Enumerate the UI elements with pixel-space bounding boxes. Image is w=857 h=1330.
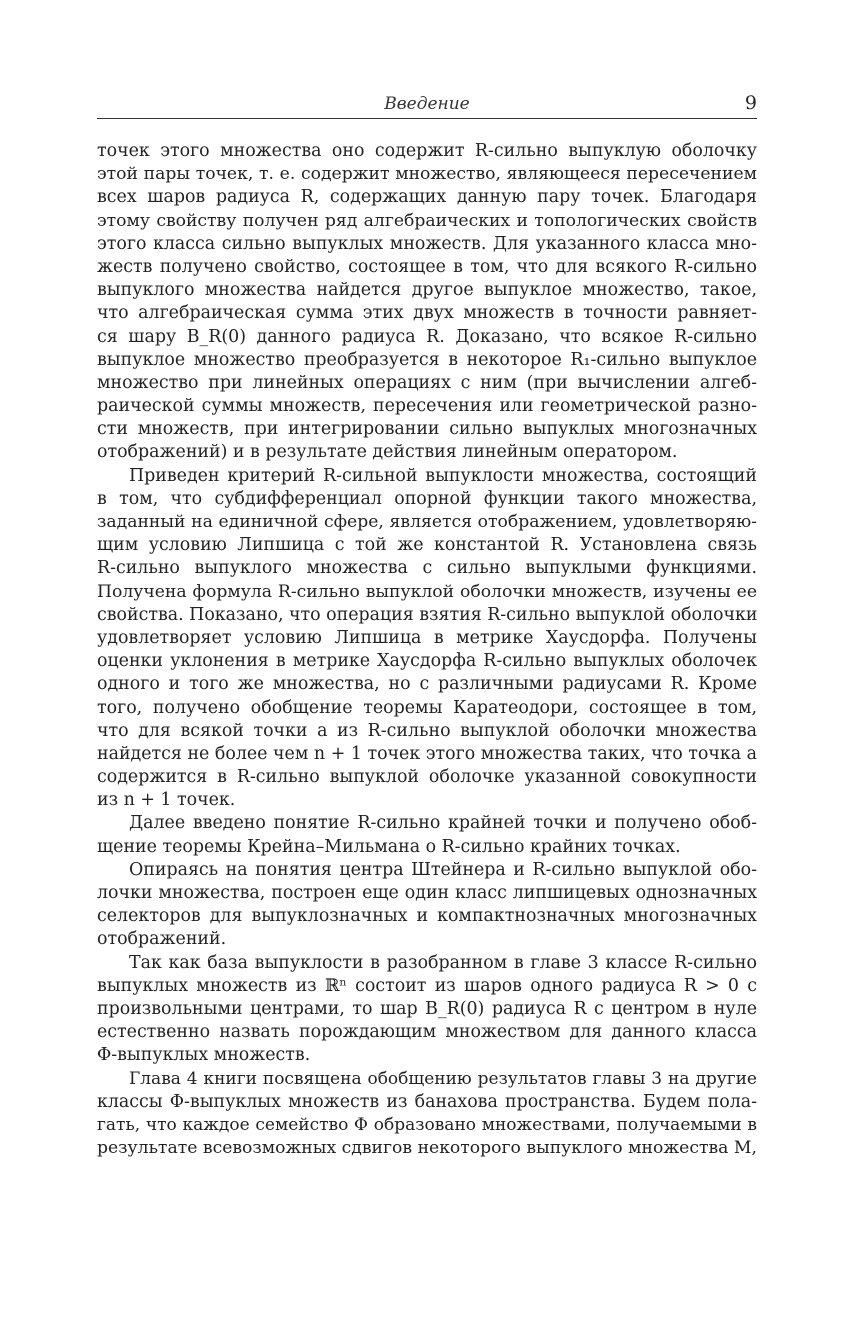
text-line: множество при линейных операциях с ним (при вычислении алгеб- [97, 372, 757, 393]
text-line: Далее введено понятие R-сильно крайней точки и получено обоб- [129, 813, 757, 834]
text-line: что для всякой точки a из R-сильно выпуклой оболочки множества [97, 720, 757, 741]
text-line: лочки множества, построен еще один класс липшицевых однозначных [97, 883, 757, 903]
text-line: оценки уклонения в метрике Хаусдорфа R-сильно выпуклых оболочек [97, 651, 757, 672]
text-line: раической суммы множеств, пересечения или геометрической разно- [97, 396, 757, 417]
text-line: произвольными центрами, то шар B_R(0) радиуса R с центром в нуле [97, 998, 757, 1019]
text-line: в том, что субдифференциал опорной функции такого множества, [97, 488, 757, 509]
text-line: свойства. Показано, что операция взятия R-сильно выпуклой оболочки [97, 604, 758, 625]
text-line: этой пары точек, т. е. содержит множество, являющееся пересечением [97, 164, 757, 185]
text-line: сти множеств, при интегрировании сильно выпуклых многозначных [97, 419, 757, 440]
text-line: этому свойству получен ряд алгебраических и топологических свойств [97, 210, 757, 231]
text-line: выпуклого множества найдется другое выпуклое множество, такое, [97, 280, 757, 301]
text-line: гать, что каждое семейство Φ образовано множествами, получаемыми в [97, 1114, 757, 1135]
text-line: R-сильно выпуклого множества с сильно выпуклыми функциями. [97, 558, 757, 579]
text-line: из n + 1 точек. [97, 790, 236, 811]
body-text [97, 140, 757, 1160]
text-line: жеств получено свойство, состоящее в том, что для всякого R-сильно [97, 256, 757, 277]
text-line: Φ-выпуклых множеств. [97, 1045, 311, 1066]
text-line: найдется не более чем n + 1 точек этого множества таких, что точка a [97, 743, 757, 764]
text-line: заданный на единичной сфере, является отображением, удовлетворяю- [97, 512, 757, 532]
text-line: результате всевозможных сдвигов некоторого выпуклого множества M, [97, 1138, 757, 1159]
text-line: естественно назвать порождающим множеством для данного класса [97, 1022, 757, 1043]
text-line: ся шару B_R(0) данного радиуса R. Доказано, что всякое R-сильно [97, 326, 757, 347]
text-line: одного и того же множества, но с различными радиусами R. Кроме [97, 674, 757, 695]
text-line: Приведен критерий R-сильной выпуклости множества, состоящий [129, 465, 757, 486]
text-line: щим условию Липшица с той же константой R. Установлена связь [97, 535, 757, 556]
text-line: отображений. [97, 929, 227, 950]
text-line: этого класса сильно выпуклых множеств. Для указанного класса мно- [97, 233, 757, 254]
page-number: 9 [744, 92, 757, 114]
text-line: выпуклых множеств из ℝⁿ состоит из шаров одного радиуса R > 0 с [97, 975, 757, 996]
text-line: выпуклое множество преобразуется в некоторое R₁-сильно выпуклое [97, 349, 757, 370]
text-line: содержится в R-сильно выпуклой оболочке указанной совокупности [97, 767, 757, 788]
text-line: точек этого множества оно содержит R-сильно выпуклую оболочку [97, 141, 757, 161]
text-line: Так как база выпуклости в разобранном в главе 3 классе R-сильно [129, 952, 757, 973]
running-header [97, 90, 757, 119]
text-line: того, получено обобщение теоремы Каратеодори, состоящее в том, [97, 697, 757, 718]
text-line: классы Φ-выпуклых множеств из банахова пространства. Будем пола- [97, 1091, 757, 1112]
text-line: щение теоремы Крейна–Мильмана о R-сильно крайних точках. [97, 836, 681, 857]
text-line: Глава 4 книги посвящена обобщению результатов главы 3 на другие [129, 1068, 757, 1089]
text-line: селекторов для выпуклозначных и компактнозначных многозначных [97, 906, 757, 927]
text-line: Опираясь на понятия центра Штейнера и R-сильно выпуклой обо- [129, 859, 757, 880]
text-line: Получена формула R-сильно выпуклой оболочки множеств, изучены ее [97, 581, 757, 602]
running-title: Введение [384, 94, 470, 114]
text-line: удовлетворяет условию Липшица в метрике Хаусдорфа. Получены [97, 627, 757, 648]
text-line: всех шаров радиуса R, содержащих данную пару точек. Благодаря [97, 187, 757, 208]
text-line: отображений) и в результате действия линейным оператором. [97, 442, 678, 463]
text-line: что алгебраическая сумма этих двух множеств в точности равняет- [97, 303, 757, 324]
